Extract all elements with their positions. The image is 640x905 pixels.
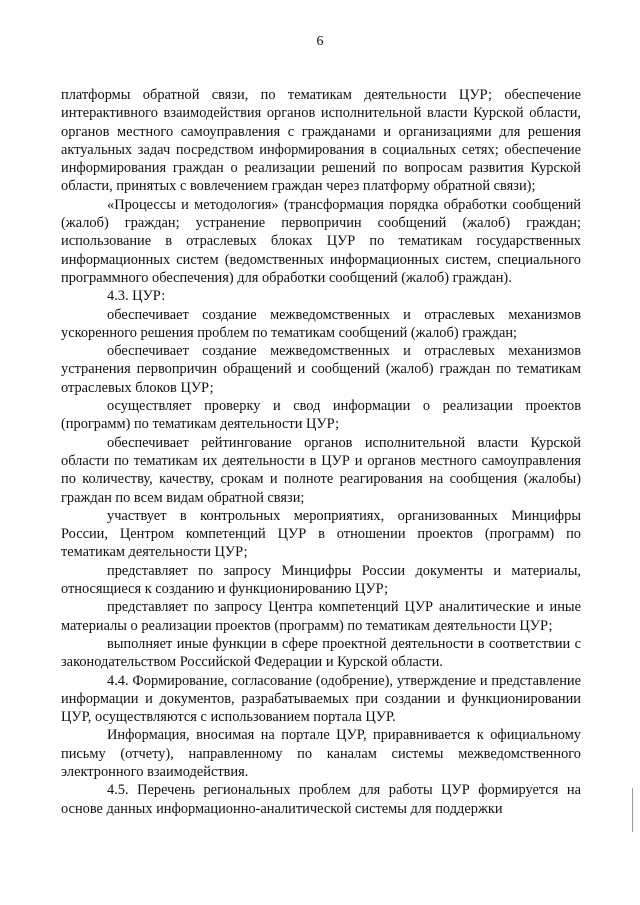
paragraph: обеспечивает рейтингование органов исполнительной власти Курской области по тематикам их деятельности в ЦУР и органов местного самоуправления по количеству, качеству, срокам и полноте реагирования на сообщения (жалобы) граждан по всем видам обратной связи; [61,434,581,506]
paragraph: «Процессы и методология» (трансформация порядка обработки сообщений (жалоб) граждан; устранение первопричин сообщений (жалоб) граждан; использование в отраслевых блоках ЦУР по тематикам государственных информационных систем (ведомственных информационных систем, специального программного обеспечения) для обработки сообщений (жалоб) граждан). [61,196,581,286]
paragraph: обеспечивает создание межведомственных и отраслевых механизмов устранения первопричин обращений и сообщений (жалоб) граждан по тематикам отраслевых блоков ЦУР; [61,343,581,396]
paragraph: представляет по запросу Центра компетенций ЦУР аналитические и иные материалы о реализации проектов (программ) по тематикам деятельности ЦУР; [61,599,581,634]
paragraph: участвует в контрольных мероприятиях, организованных Минцифры России, Центром компетенций ЦУР в отношении проектов (программ) по тематикам деятельности ЦУР; [61,507,581,561]
scan-edge-mark [632,788,633,832]
paragraph: платформы обратной связи, по тематикам деятельности ЦУР; обеспечение интерактивного взаимодействия органов исполнительной власти Курской области, органов местного самоуправления с гражданами и организациями для решения актуальных задач посредством информирования в социальных сетях; обеспечение информирования граждан о реализации решений по вопросам развития Курской области, принятых с вовлечением граждан через платформу обратной связи); [61,87,581,195]
paragraph: осуществляет проверку и свод информации о реализации проектов (программ) по тематикам деятельности ЦУР; [61,398,581,433]
section-heading-4-3: 4.3. ЦУР: [107,288,166,305]
paragraph: Информация, вносимая на портале ЦУР, приравнивается к официальному письму (отчету), направленному по каналам системы межведомственного электронного взаимодействия. [61,727,581,780]
document-body [61,86,581,818]
paragraph: выполняет иные функции в сфере проектной деятельности в соответствии с законодательством Российской Федерации и Курской области. [61,635,581,671]
paragraph: представляет по запросу Минцифры России документы и материалы, относящиеся к созданию и функционированию ЦУР; [61,562,581,598]
section-4-4: 4.4. Формирование, согласование (одобрение), утверждение и представление информации и документов, разрабатываемых при создании и функционировании ЦУР, осуществляются с использованием портала ЦУР. [61,672,581,726]
section-4-5: 4.5. Перечень региональных проблем для работы ЦУР формируется на основе данных информационно-аналитической системы для поддержки [61,782,581,817]
page-number: 6 [316,34,324,49]
paragraph: обеспечивает создание межведомственных и отраслевых механизмов ускоренного решения проблем по тематикам сообщений (жалоб) граждан; [61,306,581,341]
